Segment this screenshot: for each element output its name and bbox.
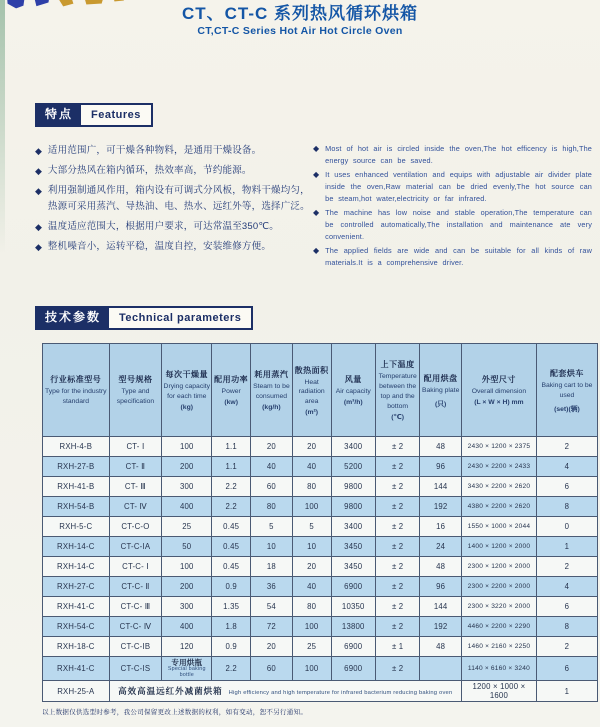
table-cell: 1 <box>536 681 597 702</box>
table-row <box>43 457 598 477</box>
table-cell: 1 <box>536 537 597 557</box>
column-header-en: Baking plate <box>421 386 460 394</box>
table-cell: 192 <box>420 617 462 637</box>
table-cell: 300 <box>162 597 212 617</box>
feature-bullet-en <box>313 245 592 269</box>
table-cell: 2300 × 1200 × 2000 <box>461 557 536 577</box>
column-header-zh: 每次干燥量 <box>165 370 209 380</box>
table-cell: 6900 <box>331 637 375 657</box>
feature-bullet-zh-text: 适用范围广，可干燥各种物料，是通用干燥设备。 <box>47 145 262 157</box>
column-header-zh: 耗用蒸汽 <box>254 370 289 380</box>
table-cell: RXH-54-C <box>43 617 110 637</box>
table-cell: RXH-4-B <box>43 437 110 457</box>
table-cell: 24 <box>420 537 462 557</box>
table-header-row <box>43 344 598 437</box>
table-cell: 144 <box>420 597 462 617</box>
column-header-unit: (kg/h) <box>262 404 281 412</box>
cell-main-text: 高效高温远红外减菌烘箱 <box>118 685 223 696</box>
page-header <box>0 3 600 37</box>
column-header <box>536 344 597 437</box>
table-cell: 5 <box>292 517 331 537</box>
column-header-zh: 外型尺寸 <box>481 375 516 385</box>
page-title: CT、CT-C 系列热风循环烘箱 <box>181 4 419 23</box>
bullet-diamond-icon: ◆ <box>35 242 42 253</box>
features-list-en <box>313 143 592 271</box>
column-header-en: Drying capacity for each time <box>163 383 211 401</box>
feature-bullet-en <box>313 207 592 243</box>
table-cell: 192 <box>420 497 462 517</box>
table-cell: 2300 × 2200 × 2000 <box>461 577 536 597</box>
table-cell: 6 <box>536 477 597 497</box>
features-badge <box>35 103 153 127</box>
technical-parameters-badge <box>35 306 253 330</box>
feature-bullet-zh <box>35 183 313 215</box>
feature-bullet-en <box>313 143 592 167</box>
table-cell: 1.1 <box>212 437 251 457</box>
table-cell: 1200 × 1000 × 1600 <box>461 681 536 702</box>
table-cell: 3400 <box>331 517 375 537</box>
table-cell <box>162 657 212 681</box>
column-header-en: Type and specification <box>116 387 155 405</box>
table-cell: 8 <box>536 497 597 517</box>
table-cell: ± 2 <box>375 517 419 537</box>
table-cell: 1460 × 2160 × 2250 <box>461 637 536 657</box>
table-cell: 2.2 <box>212 477 251 497</box>
table-cell: 2 <box>536 557 597 577</box>
table-cell: ± 2 <box>375 557 419 577</box>
column-header <box>292 344 331 437</box>
table-cell: 40 <box>251 457 293 477</box>
column-header-zh: 型号规格 <box>118 374 153 384</box>
bullet-diamond-icon: ◆ <box>313 170 320 180</box>
column-header <box>420 344 462 437</box>
column-header-zh: 上下温度 <box>380 360 415 370</box>
table-cell: 144 <box>420 477 462 497</box>
table-row <box>43 617 598 637</box>
feature-bullet-en-text: The applied fields are wide and can be suitable for all kinds of raw materials.It is a comprehensive driver. <box>325 246 592 268</box>
column-header-unit: (只) <box>434 400 447 408</box>
table-row <box>43 637 598 657</box>
table-row <box>43 557 598 577</box>
page-edge-shading <box>0 0 5 300</box>
table-cell: ± 2 <box>375 537 419 557</box>
feature-bullet-zh-text: 温度适应范围大，根据用户要求，可达常温至350℃。 <box>47 221 279 233</box>
table-cell: 25 <box>292 637 331 657</box>
technical-parameters-badge-zh: 技术参数 <box>37 308 109 328</box>
table-cell: CT-C- Ⅰ <box>109 557 162 577</box>
table-cell: 1.1 <box>212 457 251 477</box>
bullet-diamond-icon: ◆ <box>35 146 42 157</box>
table-cell: 2430 × 1200 × 2375 <box>461 437 536 457</box>
table-cell: RXH-25-A <box>43 681 110 702</box>
table-cell: 9800 <box>331 477 375 497</box>
table-cell: CT- Ⅱ <box>109 457 162 477</box>
cell-sub-text: Special baking bottle <box>167 666 206 679</box>
table-cell: 3400 <box>331 437 375 457</box>
table-cell: 1400 × 1200 × 2000 <box>461 537 536 557</box>
column-header-zh: 散热面积 <box>294 365 329 375</box>
technical-parameters-badge-en: Technical parameters <box>119 312 242 324</box>
column-header-zh: 行业标准型号 <box>50 374 102 384</box>
table-cell: 10 <box>251 537 293 557</box>
table-cell: CT-C-IS <box>109 657 162 681</box>
table-cell: ± 2 <box>375 477 419 497</box>
column-header-unit: (L × W × H) mm <box>474 399 524 407</box>
column-header-zh: 配用烘盘 <box>423 373 458 383</box>
table-cell: 300 <box>162 477 212 497</box>
table-cell: 20 <box>251 637 293 657</box>
table-cell: 1.8 <box>212 617 251 637</box>
column-header-en: Heat radiation area <box>298 378 325 406</box>
table-cell: 72 <box>251 617 293 637</box>
table-cell: 20 <box>251 437 293 457</box>
table-cell: 120 <box>162 637 212 657</box>
feature-bullet-en-text: It uses enhanced ventilation and equips with adjustable air divider plate inside the oven,Raw material can be dried evenly,The hot source can be steam,hot water,electricity or far infrared. <box>325 170 592 204</box>
table-row <box>43 497 598 517</box>
table-cell: 96 <box>420 457 462 477</box>
bullet-diamond-icon: ◆ <box>313 246 320 256</box>
feature-bullet-zh <box>35 219 313 235</box>
table-cell: 3450 <box>331 537 375 557</box>
table-cell: 2430 × 2200 × 2433 <box>461 457 536 477</box>
table-cell: RXH-41-C <box>43 597 110 617</box>
table-cell: 4380 × 2200 × 2620 <box>461 497 536 517</box>
bullet-diamond-icon: ◆ <box>313 208 320 218</box>
column-header <box>461 344 536 437</box>
column-header-en: Temperature between the top and the bottom <box>378 373 417 410</box>
feature-bullet-zh <box>35 163 313 179</box>
table-cell: 5200 <box>331 457 375 477</box>
table-cell: 60 <box>251 477 293 497</box>
table-cell: 4 <box>536 457 597 477</box>
table-cell: 48 <box>420 637 462 657</box>
technical-parameters-table <box>42 343 598 702</box>
table-cell: RXH-14-C <box>43 537 110 557</box>
table-cell: 96 <box>420 577 462 597</box>
table-cell: ± 2 <box>375 497 419 517</box>
table-row <box>43 577 598 597</box>
table-cell: 2 <box>536 437 597 457</box>
table-cell: 80 <box>292 477 331 497</box>
table-cell: 0.45 <box>212 537 251 557</box>
table-cell: RXH-27-B <box>43 457 110 477</box>
column-header-unit: (kg) <box>180 404 194 412</box>
table-cell: CT- Ⅳ <box>109 497 162 517</box>
table-cell: RXH-27-C <box>43 577 110 597</box>
table-cell: RXH-41-B <box>43 477 110 497</box>
table-cell: RXH-41-C <box>43 657 110 681</box>
table-row <box>43 657 598 681</box>
table-cell: 400 <box>162 497 212 517</box>
table-cell: 0.45 <box>212 557 251 577</box>
feature-bullet-en <box>313 169 592 205</box>
table-cell: 80 <box>251 497 293 517</box>
bullet-diamond-icon: ◆ <box>313 144 320 154</box>
table-cell: 0 <box>536 517 597 537</box>
features-section <box>35 103 592 271</box>
feature-bullet-zh-text: 整机噪音小，运转平稳，温度自控，安装维修方便。 <box>47 241 272 253</box>
column-header-en: Baking cart to be used <box>541 381 593 399</box>
table-cell: RXH-18-C <box>43 637 110 657</box>
table-cell: ± 1 <box>375 637 419 657</box>
table-cell: 48 <box>420 557 462 577</box>
table-cell: 6900 <box>331 577 375 597</box>
page-subtitle: CT,CT-C Series Hot Air Hot Circle Oven <box>197 25 403 38</box>
feature-bullet-zh-text: 大部分热风在箱内循环，热效率高，节约能源。 <box>47 165 252 177</box>
table-row <box>43 537 598 557</box>
table-cell: CT- Ⅲ <box>109 477 162 497</box>
column-header-en: Type for the industry standard <box>45 387 107 405</box>
column-header-en: Power <box>221 388 241 396</box>
table-cell: 2 <box>536 637 597 657</box>
table-cell: ± 2 <box>375 577 419 597</box>
table-row <box>43 517 598 537</box>
table-cell: 25 <box>162 517 212 537</box>
column-header-en: Steam to be consumed <box>253 383 290 401</box>
feature-bullet-zh <box>35 143 313 159</box>
table-cell: CT- Ⅰ <box>109 437 162 457</box>
technical-parameters-section <box>35 306 598 716</box>
table-cell: 100 <box>162 437 212 457</box>
table-cell: 0.9 <box>212 577 251 597</box>
table-cell: 100 <box>292 617 331 637</box>
table-cell: CT-C- Ⅲ <box>109 597 162 617</box>
column-header <box>212 344 251 437</box>
table-cell: 200 <box>162 577 212 597</box>
table-cell: 48 <box>420 437 462 457</box>
table-cell: ± 2 <box>375 617 419 637</box>
table-cell: 5 <box>251 517 293 537</box>
table-cell: 50 <box>162 537 212 557</box>
footnote: 以上数据仅供选型时参考，我公司保留更改上述数据的权利，如有变动，恕不另行通知。 <box>42 709 308 717</box>
table-cell: 8 <box>536 617 597 637</box>
table-row <box>43 597 598 617</box>
table-cell: ± 2 <box>375 457 419 477</box>
column-header-unit: (℃) <box>391 414 405 422</box>
table-cell: 40 <box>292 457 331 477</box>
table-cell: 1.35 <box>212 597 251 617</box>
table-cell: 2.2 <box>212 657 251 681</box>
feature-bullet-en-text: Most of hot air is circled inside the oven,The hot efficency is high,The energy source can be saved. <box>325 144 592 166</box>
table-cell: RXH-14-C <box>43 557 110 577</box>
table-cell: 100 <box>292 497 331 517</box>
bullet-diamond-icon: ◆ <box>35 186 42 197</box>
table-cell: 54 <box>251 597 293 617</box>
column-header <box>375 344 419 437</box>
table-cell: 4460 × 2200 × 2290 <box>461 617 536 637</box>
table-cell <box>420 657 462 681</box>
table-cell: 20 <box>292 437 331 457</box>
table-cell: 13800 <box>331 617 375 637</box>
table-cell: 10 <box>292 537 331 557</box>
table-cell: 1550 × 1000 × 2044 <box>461 517 536 537</box>
column-header <box>109 344 162 437</box>
table-cell: 9800 <box>331 497 375 517</box>
table-cell: 6900 <box>331 657 375 681</box>
cell-sub-text: High efficiency and high temperature for infrared bacterium reducing baking oven <box>228 689 453 696</box>
table-cell: ± 2 <box>375 437 419 457</box>
table-cell: 6 <box>536 597 597 617</box>
column-header-unit: (m²) <box>305 409 319 417</box>
table-row <box>43 477 598 497</box>
table-cell: CT-C- Ⅳ <box>109 617 162 637</box>
column-header-en: Air capacity <box>335 388 371 396</box>
table-cell: CT-C-IB <box>109 637 162 657</box>
table-cell: 100 <box>292 657 331 681</box>
table-cell: 2300 × 3220 × 2000 <box>461 597 536 617</box>
column-header-zh: 配套烘车 <box>549 368 584 378</box>
table-row <box>43 681 598 702</box>
features-content <box>35 143 592 271</box>
column-header-zh: 风量 <box>344 375 362 385</box>
table-cell: 40 <box>292 577 331 597</box>
table-cell: 200 <box>162 457 212 477</box>
table-cell <box>109 681 461 702</box>
table-cell: ± 2 <box>375 597 419 617</box>
table-cell: RXH-5-C <box>43 517 110 537</box>
table-cell: 4 <box>536 577 597 597</box>
feature-bullet-en-text: The machine has low noise and stable operation,The temperature can be controlled automatically,The installation and maintenance ate very convenient. <box>325 208 592 242</box>
table-cell: 0.45 <box>212 517 251 537</box>
table-cell: 400 <box>162 617 212 637</box>
column-header <box>251 344 293 437</box>
table-cell: 3450 <box>331 557 375 577</box>
table-cell: 60 <box>251 657 293 681</box>
column-header-zh: 配用功率 <box>214 375 249 385</box>
features-badge-en: Features <box>91 109 141 121</box>
column-header-en: Overall dimension <box>471 388 527 396</box>
table-cell: 36 <box>251 577 293 597</box>
table-cell: 6 <box>536 657 597 681</box>
features-list-zh <box>35 143 313 259</box>
column-header-unit: (m³/h) <box>343 399 363 407</box>
table-cell: ± 2 <box>375 657 419 681</box>
column-header-unit: (set)(辆) <box>554 405 580 413</box>
table-body <box>43 437 598 702</box>
cell-main-text: 专用烘瓶 <box>171 658 203 668</box>
table-header <box>43 344 598 437</box>
table-row <box>43 437 598 457</box>
table-cell: 3430 × 2200 × 2620 <box>461 477 536 497</box>
feature-bullet-zh <box>35 239 313 255</box>
column-header <box>331 344 375 437</box>
bullet-diamond-icon: ◆ <box>35 166 42 177</box>
feature-bullet-zh-text: 利用强制通风作用，箱内设有可调式分风板，物料干燥均匀，热源可采用蒸汽、导热油、电、热水、远红外等，选择广泛。 <box>47 185 310 213</box>
table-cell: 10350 <box>331 597 375 617</box>
features-badge-zh: 特点 <box>37 105 81 125</box>
table-cell: 100 <box>162 557 212 577</box>
table-cell: RXH-54-B <box>43 497 110 517</box>
table-cell: CT-C-O <box>109 517 162 537</box>
table-cell: 18 <box>251 557 293 577</box>
table-cell: 80 <box>292 597 331 617</box>
column-header <box>162 344 212 437</box>
table-cell: 0.9 <box>212 637 251 657</box>
table-cell: 2.2 <box>212 497 251 517</box>
column-header-unit: (kw) <box>224 399 238 407</box>
table-cell: CT-C- Ⅱ <box>109 577 162 597</box>
column-header <box>43 344 110 437</box>
table-cell: 1140 × 6160 × 3240 <box>461 657 536 681</box>
table-cell: 16 <box>420 517 462 537</box>
table-cell: CT-C-IA <box>109 537 162 557</box>
table-cell: 20 <box>292 557 331 577</box>
bullet-diamond-icon: ◆ <box>35 222 42 233</box>
